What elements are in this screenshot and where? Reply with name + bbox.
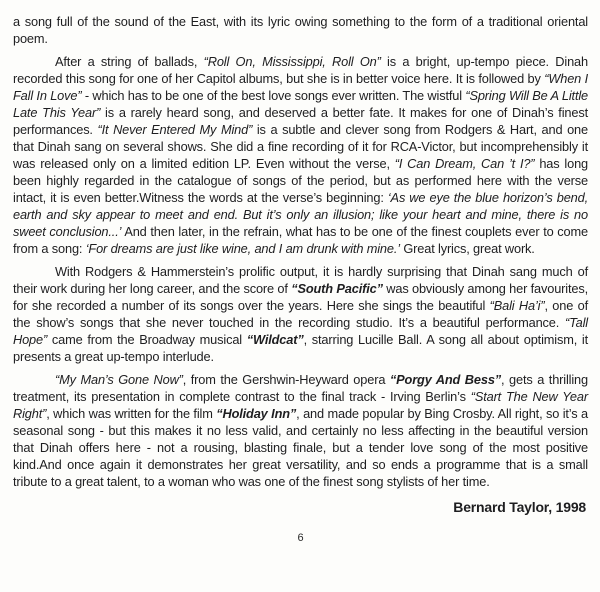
text-run: is a rarely heard song, and deserved a better fate. It makes for one of Dinah’s finest performances. — [13, 105, 588, 137]
text-run: “Holiday Inn” — [216, 406, 297, 421]
text-run: has long been highly regarded in the catalogue of songs of the period, but as performed here with the verse intact, it is even better.Witness the words at the verse’s beginning: — [13, 156, 589, 205]
text-run: is a bright, up-tempo piece. Dinah recorded this song for one of her Capitol albums, but she is in better voice here. It is followed by — [13, 54, 588, 86]
text-run: And then later, in the refrain, what has to be one of the finest couplets ever to come from a song: — [13, 224, 588, 256]
text-run: After a string of ballads, — [55, 54, 204, 69]
text-run: “It Never Entered My Mind” — [97, 122, 253, 137]
paragraph — [13, 53, 588, 257]
text-run: “Wildcat” — [246, 332, 304, 347]
page-number: 6 — [297, 532, 304, 544]
text-run: ‘For dreams are just like wine, and I am drunk with mine.’ — [85, 241, 400, 256]
text-run: , and made popular by Bing Crosby. All right, so it’s a seasonal song - but this makes it no less valid, and certainly no less affecting in the beautiful version that Dinah offers here - not a rousing, blasting finale, but a tender love song of the most positive kind.And once again it demonstrates her great versatility, and so ends a programme that is a small tribute to a great talent, to a woman who was one of the finest song stylists of her time. — [13, 406, 588, 489]
text-run: was obviously among her favourites, for she recorded a number of its songs over the years. Here she sings the beautiful — [13, 281, 589, 313]
author-signature: Bernard Taylor, 1998 — [453, 499, 586, 515]
text-run: “South Pacific” — [291, 281, 383, 296]
text-run: “Tall Hope” — [13, 315, 588, 347]
text-run: - which has to be one of the best love songs ever written. The wistful — [81, 88, 466, 103]
text-run: , one of the show’s songs that she never touched in the recording studio. It’s a beautiful performance. — [13, 298, 588, 330]
text-run: “Spring Will Be A Little Late This Year” — [13, 88, 589, 120]
text-run: a song full of the sound of the East, with its lyric owing something to the form of a traditional oriental poem. — [13, 14, 588, 46]
text-run: With Rodgers & Hammerstein’s prolific output, it is hardly surprising that Dinah sang much of their work during her long career, and the score of — [13, 264, 588, 296]
liner-notes-text — [13, 13, 588, 490]
text-run: ‘As we eye the blue horizon’s bend, earth and sky appear to meet and end. But it’s only an illusion; like your heart and mine, there is no sweet conclusion...’ — [13, 190, 588, 239]
text-run: “Start The New Year Right” — [13, 389, 588, 421]
text-run: came from the Broadway musical — [47, 332, 247, 347]
text-run: , from the Gershwin-Heyward opera — [182, 372, 390, 387]
text-run: “Bali Ha’i” — [489, 298, 545, 313]
text-run: “I Can Dream, Can ’t I?” — [394, 156, 535, 171]
text-run: “Porgy And Bess” — [389, 372, 502, 387]
text-run: “My Man’s Gone Now” — [55, 372, 183, 387]
paragraph — [13, 13, 588, 47]
paragraph — [13, 263, 588, 365]
text-run: is a subtle and clever song from Rodgers & Hart, and one that Dinah sang on several shows. She did a fine recording of it for RCA-Victor, but incomprehensibly it was released only on a limited edition LP. Even without the verse, — [13, 122, 588, 171]
text-run: , which was written for the film — [46, 406, 217, 421]
paragraph — [13, 371, 588, 490]
text-run: , gets a thrilling treatment, its presentation in complete contrast to the final track - Irving Berlin’s — [13, 372, 588, 404]
text-run: “Roll On, Mississippi, Roll On” — [203, 54, 381, 69]
text-run: “When I Fall In Love” — [13, 71, 588, 103]
text-run: , starring Lucille Ball. A song all about optimism, it presents a great up-tempo interlude. — [13, 332, 588, 364]
text-run: Great lyrics, great work. — [399, 241, 535, 256]
